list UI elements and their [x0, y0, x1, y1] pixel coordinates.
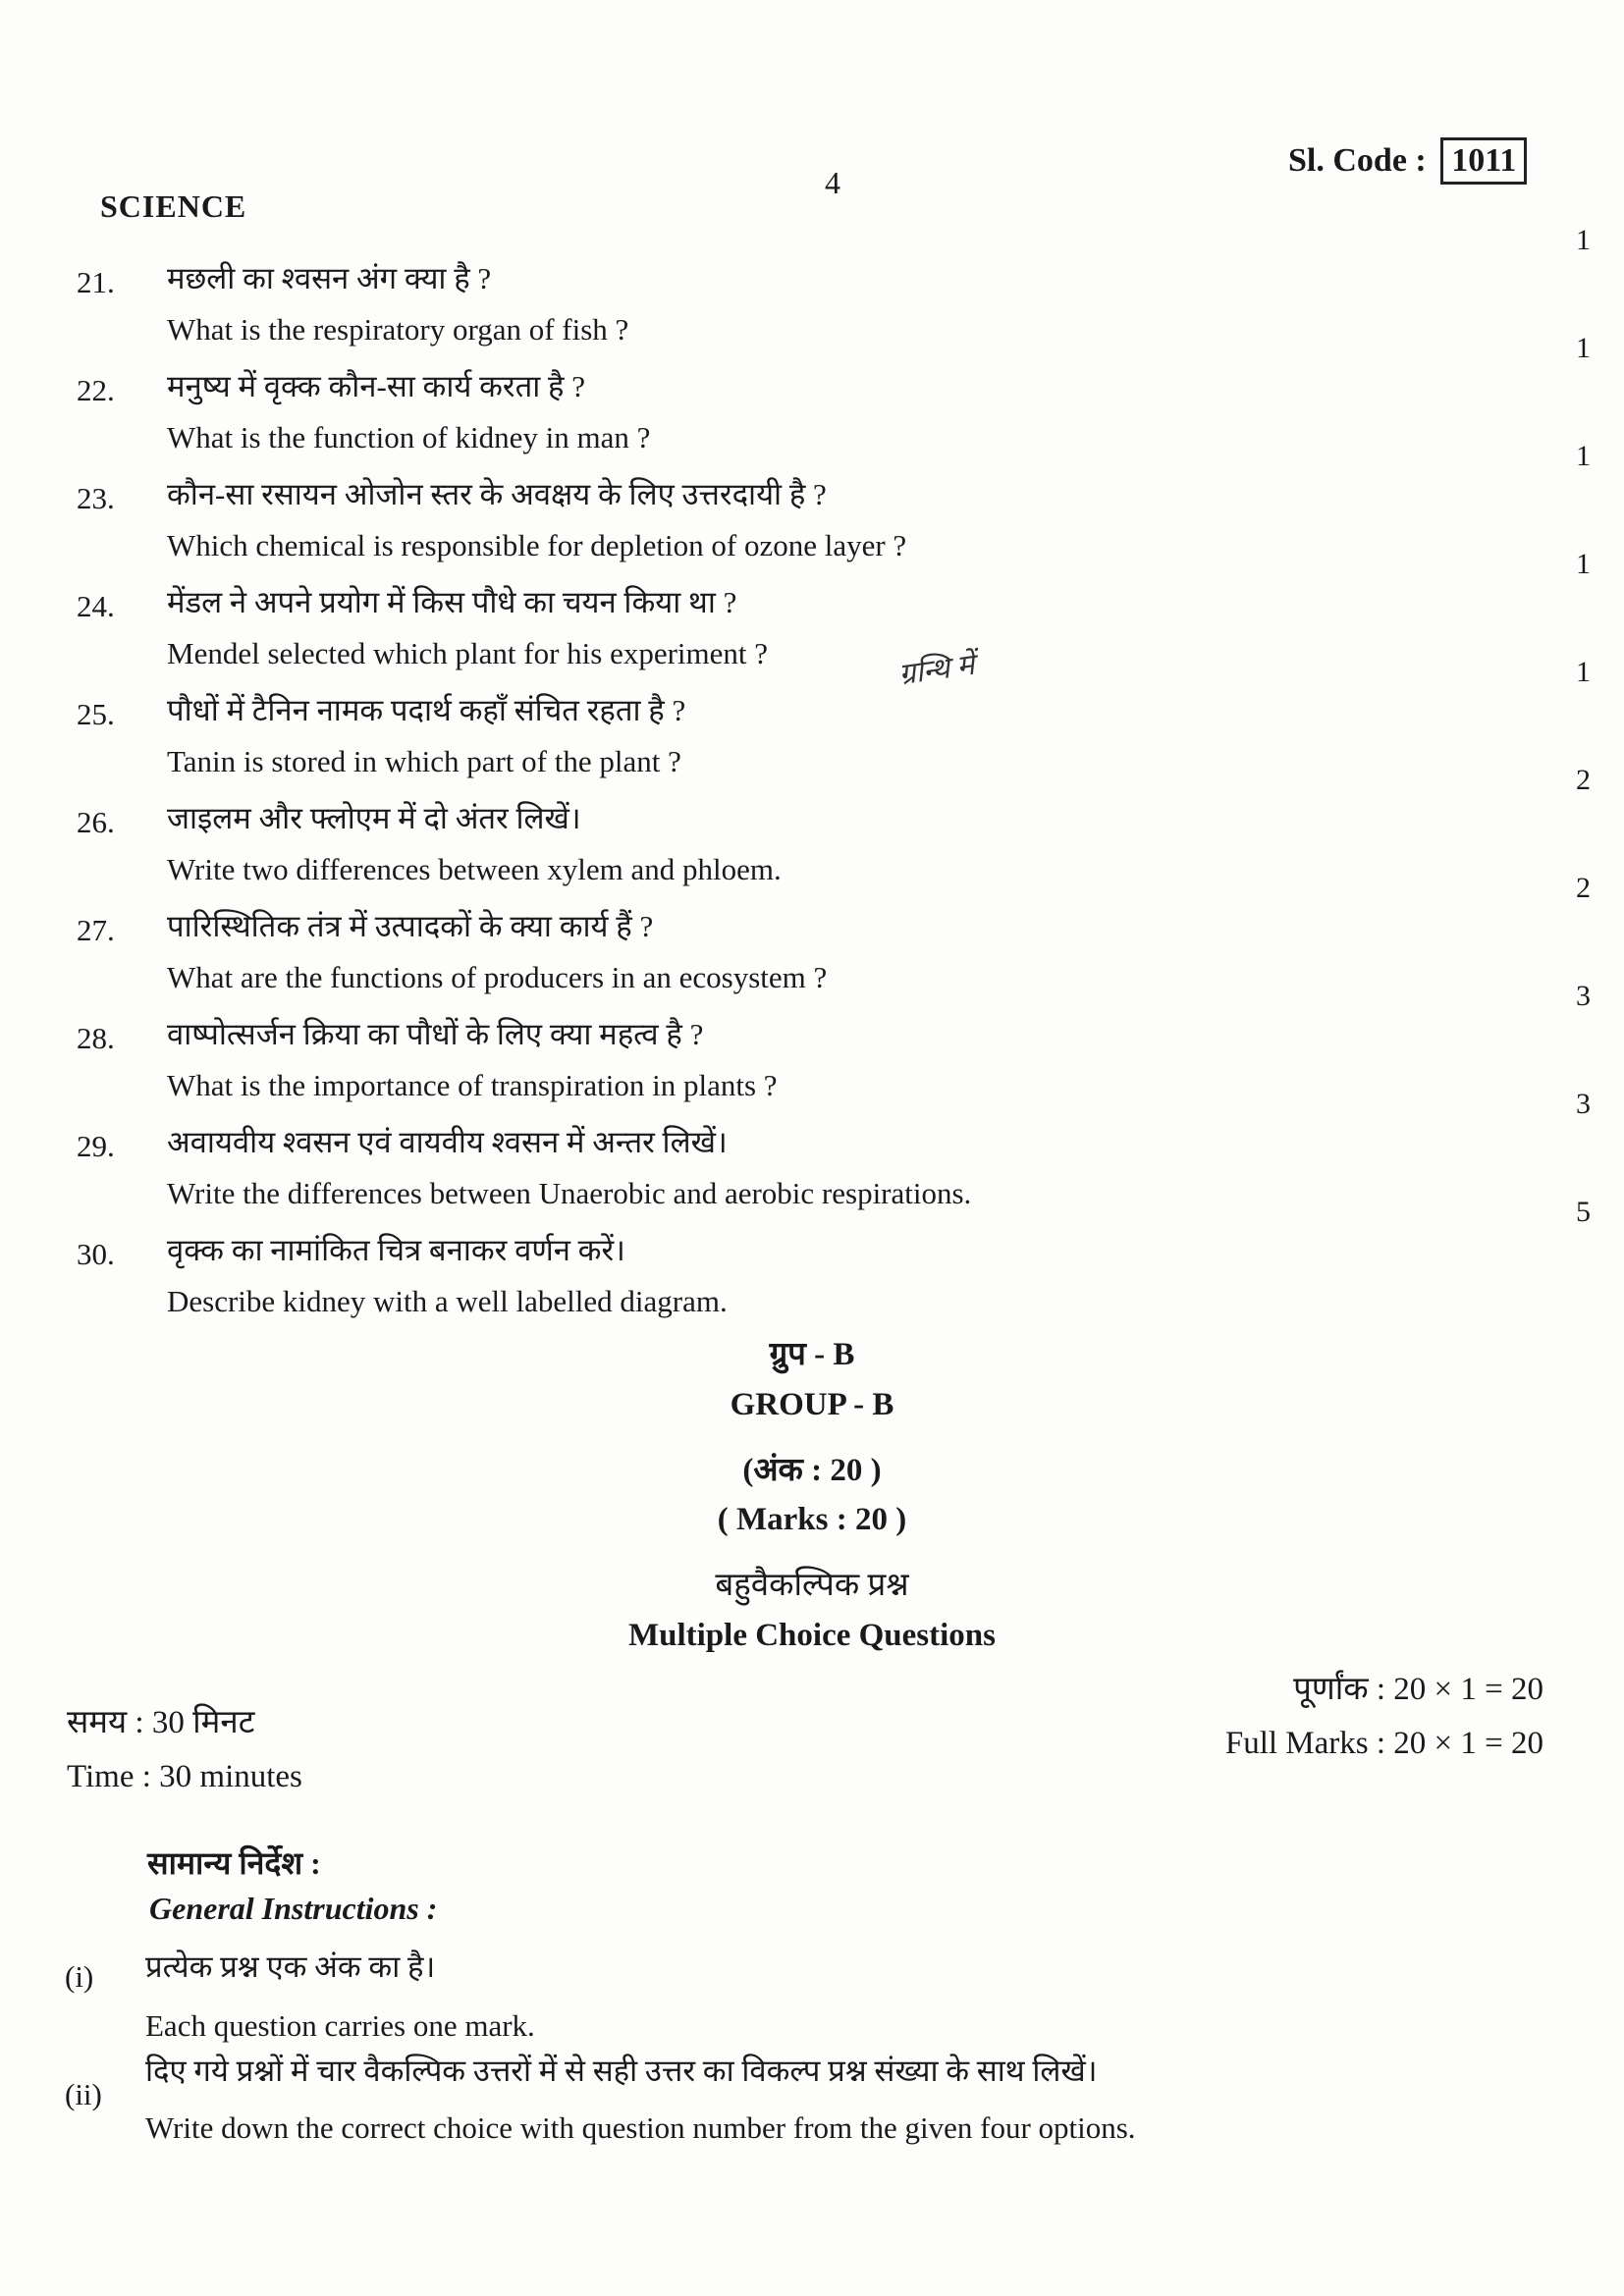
mark: 3: [1576, 980, 1591, 1012]
instruction-hindi: प्रत्येक प्रश्न एक अंक का है।: [145, 1949, 436, 1984]
instruction-english: Write down the correct choice with question number from the given four options.: [145, 2110, 1136, 2145]
question-27: [77, 905, 1451, 1013]
mark: 1: [1576, 224, 1591, 256]
question-hindi: वाष्पोत्सर्जन क्रिया का पौधों के लिए क्या महत्व है ?: [167, 1017, 704, 1051]
handwritten-note: ग्रन्थि में: [896, 648, 977, 692]
question-22: [77, 365, 1451, 473]
question-26: [77, 797, 1451, 905]
time-hindi: समय : 30 मिनट: [67, 1705, 255, 1740]
group-title: GROUP - B: [730, 1387, 894, 1422]
question-list: [77, 257, 1451, 1337]
question-hindi: जाइलम और फ्लोएम में दो अंतर लिखें।: [167, 801, 581, 835]
question-hindi: पारिस्थितिक तंत्र में उत्पादकों के क्या कार्य हैं ?: [167, 909, 654, 943]
sl-code-value: 1011: [1440, 137, 1527, 185]
question-21: [77, 257, 1451, 365]
question-english: What is the function of kidney in man ?: [167, 420, 651, 454]
question-number: 26.: [77, 805, 115, 839]
question-hindi: मछली का श्वसन अंग क्या है ?: [167, 261, 492, 295]
question-english: What is the importance of transpiration in plants ?: [167, 1068, 778, 1102]
question-30: [77, 1229, 1451, 1337]
question-number: 27.: [77, 913, 115, 947]
page-number: 4: [825, 165, 840, 200]
mark: 1: [1576, 332, 1591, 364]
mark: 1: [1576, 440, 1591, 472]
question-number: 29.: [77, 1129, 115, 1163]
sl-code-label: Sl. Code :: [1288, 142, 1427, 179]
question-hindi: मनुष्य में वृक्क कौन-सा कार्य करता है ?: [167, 369, 586, 403]
group-marks: ( Marks : 20 ): [717, 1502, 907, 1537]
mark: 1: [1576, 548, 1591, 580]
full-marks: Full Marks : 20 × 1 = 20: [1224, 1726, 1543, 1761]
question-23: [77, 473, 1451, 581]
marks-column: [1532, 224, 1591, 1304]
question-number: 21.: [77, 265, 115, 299]
question-english: Write two differences between xylem and phloem.: [167, 852, 782, 886]
instruction-number: (ii): [65, 2077, 102, 2111]
instruction-english: Each question carries one mark.: [145, 2008, 535, 2043]
group-marks-hindi: (अंक : 20 ): [742, 1453, 882, 1488]
question-number: 23.: [77, 481, 115, 515]
instructions-title-hindi: सामान्य निर्देश :: [147, 1845, 321, 1881]
question-28: [77, 1013, 1451, 1121]
mark: 2: [1576, 872, 1591, 904]
group-title-hindi: ग्रुप - B: [769, 1337, 855, 1372]
mark: 5: [1576, 1196, 1591, 1228]
question-hindi: मेंडल ने अपने प्रयोग में किस पौधे का चयन किया था ?: [167, 585, 737, 619]
question-english: What is the respiratory organ of fish ?: [167, 312, 629, 347]
question-english: Tanin is stored in which part of the plant ?: [167, 744, 681, 778]
question-29: [77, 1121, 1451, 1229]
question-24: [77, 581, 1451, 689]
mark: 3: [1576, 1088, 1591, 1120]
subject-title: SCIENCE: [100, 188, 247, 224]
full-marks-hindi: पूर्णांक : 20 × 1 = 20: [1293, 1672, 1543, 1707]
question-english: Which chemical is responsible for depletion of ozone layer ?: [167, 528, 907, 562]
question-english: Write the differences between Unaerobic and aerobic respirations.: [167, 1176, 972, 1210]
section-type-hindi: बहुवैकल्पिक प्रश्न: [715, 1568, 909, 1603]
question-hindi: अवायवीय श्वसन एवं वायवीय श्वसन में अन्तर लिखें।: [167, 1125, 728, 1159]
mark: 1: [1576, 656, 1591, 688]
question-hindi: वृक्क का नामांकित चित्र बनाकर वर्णन करें।: [167, 1233, 625, 1267]
sl-code: [1288, 137, 1527, 185]
question-number: 24.: [77, 589, 115, 623]
question-number: 30.: [77, 1237, 115, 1271]
question-hindi: कौन-सा रसायन ओजोन स्तर के अवक्षय के लिए उत्तरदायी है ?: [167, 477, 827, 511]
question-number: 28.: [77, 1021, 115, 1055]
instruction-number: (i): [65, 1959, 94, 1994]
mark: 2: [1576, 764, 1591, 796]
section-type: Multiple Choice Questions: [627, 1618, 996, 1653]
question-english: What are the functions of producers in an ecosystem ?: [167, 960, 828, 994]
time: Time : 30 minutes: [67, 1759, 302, 1794]
question-hindi: पौधों में टैनिन नामक पदार्थ कहाँ संचित रहता है ?: [167, 693, 686, 727]
instruction-hindi: दिए गये प्रश्नों में चार वैकल्पिक उत्तरों में से सही उत्तर का विकल्प प्रश्न संख्या के साथ लिखें।: [145, 2054, 1098, 2088]
question-25: [77, 689, 1451, 797]
instructions-title: General Instructions :: [149, 1891, 438, 1926]
question-number: 25.: [77, 697, 115, 731]
question-english: Mendel selected which plant for his experiment ?: [167, 636, 769, 670]
question-english: Describe kidney with a well labelled diagram.: [167, 1284, 728, 1318]
question-number: 22.: [77, 373, 115, 407]
